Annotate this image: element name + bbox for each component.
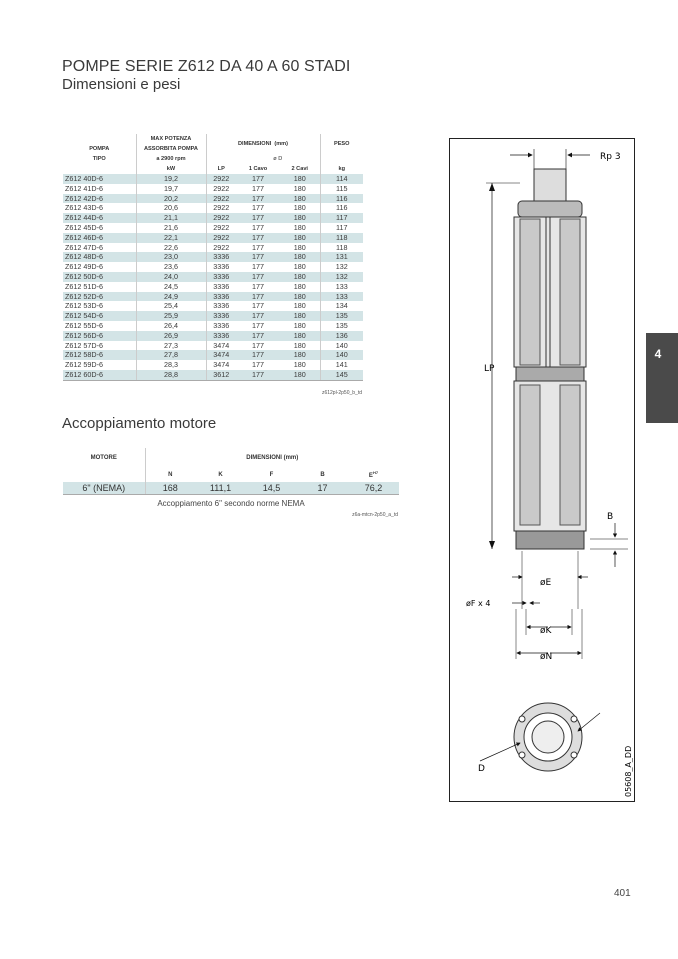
pump-drawing-frame	[449, 138, 635, 802]
table-row	[63, 370, 363, 380]
header-dim-unit: (mm)	[274, 141, 289, 147]
table-cell: 22,6	[136, 243, 206, 253]
cell-f: 14,5	[246, 482, 297, 495]
table-cell: 21,6	[136, 223, 206, 233]
cell-pompa: Z612 45D-6	[65, 222, 103, 232]
table-cell: 117	[320, 223, 363, 233]
table-cell: 180	[280, 311, 320, 321]
table-cell: 19,7	[136, 184, 206, 194]
cell-n: 168	[145, 482, 195, 495]
cell-pompa: Z612 60D-6	[63, 370, 136, 380]
table-cell: 28,8	[136, 370, 206, 380]
table-cell: 20,2	[136, 194, 206, 204]
table-row	[63, 482, 399, 495]
table-cell: 20,6	[136, 203, 206, 213]
header-lp: LP	[206, 164, 236, 174]
cell-pompa: Z612 41D-6	[65, 183, 103, 193]
table-cell: 2922	[206, 184, 236, 194]
table-cell: 116	[320, 203, 363, 213]
table-cell: 24,5	[136, 282, 206, 292]
table-cell: 177	[252, 262, 264, 272]
header-n: N	[145, 467, 195, 482]
table-cell: 2922	[206, 194, 236, 204]
table-cell: 23,6	[136, 262, 206, 272]
table-cell: 27,8	[136, 350, 206, 360]
table-cell: 177	[236, 213, 280, 223]
table-row	[63, 243, 363, 253]
table-cell: 177	[236, 174, 280, 184]
table-row	[63, 282, 363, 292]
header-e-label: E	[368, 473, 373, 479]
table-cell: 180	[280, 272, 320, 282]
cell-pompa: Z612 49D-6	[65, 262, 103, 272]
e-label: øE	[540, 578, 552, 588]
table-row	[63, 311, 363, 321]
table-cell: 3612	[206, 370, 236, 380]
table-cell: 180	[280, 194, 320, 204]
table-cell: 3474	[206, 350, 236, 360]
table-cell: 21,1	[136, 213, 206, 223]
table-cell: 177	[236, 194, 280, 204]
table-cell: 3474	[206, 341, 236, 351]
header-k: K	[218, 471, 223, 478]
cell-pompa: Z612 58D-6	[63, 350, 136, 360]
coupling-code: z6a-mtcn-2p50_a_td	[352, 512, 398, 518]
table-cell: 177	[252, 183, 264, 193]
table-row	[63, 321, 363, 331]
table-cell: 180	[280, 370, 320, 380]
table-cell: 177	[252, 203, 264, 213]
table-cell: 177	[252, 360, 264, 370]
table-cell: 2922	[206, 233, 236, 243]
pump-technical-drawing	[450, 139, 633, 800]
cell-pompa: Z612 53D-6	[65, 301, 103, 311]
header-kg: kg	[320, 164, 363, 174]
dimensions-table	[63, 134, 363, 381]
table-cell: 177	[252, 301, 264, 311]
table-row	[63, 301, 363, 311]
table-cell: 180	[293, 262, 306, 272]
table-cell: 135	[320, 311, 363, 321]
table-cell: 26,9	[136, 331, 206, 341]
table-row	[63, 252, 363, 262]
header-tipo: TIPO	[92, 156, 106, 162]
table-cell: 27,3	[136, 341, 206, 351]
dimensions-table-body	[63, 174, 363, 380]
table-row	[63, 174, 363, 184]
cell-pompa: Z612 43D-6	[65, 203, 103, 213]
table-cell: 2922	[206, 174, 236, 184]
table-cell: 3336	[206, 301, 236, 311]
table-cell: 180	[293, 340, 306, 350]
table-cell: 118	[320, 233, 363, 243]
table-cell: 19,2	[136, 174, 206, 184]
table-cell: 177	[236, 292, 280, 302]
page-number: 401	[614, 888, 631, 899]
table-cell: 177	[252, 242, 264, 252]
cell-b: 17	[297, 482, 348, 495]
table-cell: 2922	[206, 213, 236, 223]
table-cell: 118	[320, 243, 363, 253]
table-row	[63, 272, 363, 282]
table-cell: 133	[320, 282, 363, 292]
table-cell: 3336	[206, 331, 236, 341]
table-cell: 132	[320, 272, 363, 282]
table-cell: 117	[320, 213, 363, 223]
table-cell: 115	[320, 184, 363, 194]
header-dimensioni	[206, 134, 320, 154]
table-cell: 28,3	[136, 360, 206, 370]
cell-pompa: Z612 52D-6	[63, 292, 136, 302]
cell-pompa: Z612 54D-6	[63, 311, 136, 321]
rp-label: Rp 3	[600, 152, 621, 162]
table-cell: 140	[320, 341, 363, 351]
header-peso: PESO	[320, 134, 363, 154]
table-cell: 24,0	[136, 272, 206, 282]
table-cell: 177	[236, 350, 280, 360]
header-pompa: POMPA	[89, 146, 110, 152]
table-cell: 25,9	[136, 311, 206, 321]
table-cell: 145	[320, 370, 363, 380]
table-cell: 23,0	[136, 252, 206, 262]
table-cell: 136	[320, 331, 363, 341]
cell-pompa: Z612 51D-6	[65, 281, 103, 291]
table-cell: 2922	[206, 203, 236, 213]
coupling-table	[63, 448, 399, 495]
table-cell: 3336	[206, 282, 236, 292]
table-cell: 3336	[206, 311, 236, 321]
table-cell: 177	[252, 281, 264, 291]
header-f: F	[269, 471, 274, 478]
table-cell: 3336	[206, 262, 236, 272]
table-row	[63, 331, 363, 341]
table-row	[63, 184, 363, 194]
table-cell: 140	[320, 350, 363, 360]
header-cavo1: 1 Cavo	[248, 166, 268, 172]
table-cell: 180	[280, 213, 320, 223]
table-cell: 177	[236, 272, 280, 282]
chapter-tab	[646, 333, 678, 423]
cell-pompa: Z612 48D-6	[63, 252, 136, 262]
table-cell: 180	[293, 281, 306, 291]
header-dim-label: DIMENSIONI	[237, 141, 272, 147]
table-cell: 25,4	[136, 301, 206, 311]
cell-motore: 6" (NEMA)	[63, 482, 145, 495]
chapter-number: 4	[654, 347, 662, 361]
d-label: D	[478, 764, 485, 774]
table-cell: 24,9	[136, 292, 206, 302]
header-motore: MOTORE	[90, 454, 117, 461]
table-cell: 114	[320, 174, 363, 184]
table-row	[63, 341, 363, 351]
table-cell: 3336	[206, 272, 236, 282]
drawing-code: 05608_A_DD	[624, 745, 633, 797]
table-cell: 2922	[206, 243, 236, 253]
header-kw: kW	[136, 164, 206, 174]
table-cell: 180	[280, 174, 320, 184]
table-cell: 3336	[206, 292, 236, 302]
table-cell: 131	[320, 252, 363, 262]
table-cell: 177	[236, 370, 280, 380]
table-cell: 180	[280, 233, 320, 243]
table-row	[63, 350, 363, 360]
page-title: POMPE SERIE Z612 DA 40 A 60 STADI	[62, 58, 351, 75]
table-cell: 22,1	[136, 233, 206, 243]
cell-pompa: Z612 40D-6	[63, 174, 136, 184]
table-cell: 180	[293, 320, 306, 330]
table-cell: 180	[293, 301, 306, 311]
cell-pompa: Z612 56D-6	[63, 331, 136, 341]
cell-pompa: Z612 50D-6	[63, 272, 136, 282]
table-cell: 2922	[206, 223, 236, 233]
table-cell: 180	[293, 203, 306, 213]
table-cell: 177	[252, 320, 264, 330]
cell-pompa: Z612 46D-6	[63, 233, 136, 243]
f-label: øF x 4	[466, 599, 491, 608]
header-e-sup: H7	[372, 470, 379, 475]
table-row	[63, 292, 363, 302]
table-cell: 141	[320, 360, 363, 370]
table-row	[63, 213, 363, 223]
page-subtitle: Dimensioni e pesi	[62, 76, 181, 93]
table-cell: 116	[320, 194, 363, 204]
cell-pompa: Z612 42D-6	[63, 194, 136, 204]
header-dimensioni-mm: DIMENSIONI (mm)	[145, 448, 399, 467]
table-cell: 177	[236, 311, 280, 321]
lp-label: LP	[484, 364, 495, 374]
table-cell: 135	[320, 321, 363, 331]
table-row	[63, 203, 363, 213]
k-label: øK	[540, 626, 552, 636]
table-cell: 177	[236, 252, 280, 262]
header-maxpot-1: MAX POTENZA	[136, 134, 206, 144]
section-title-accoppiamento: Accoppiamento motore	[62, 415, 217, 432]
cell-pompa: Z612 44D-6	[63, 213, 136, 223]
table-cell: 177	[236, 233, 280, 243]
header-b: B	[320, 471, 325, 478]
table-row	[63, 262, 363, 272]
coupling-note: Accoppiamento 6" secondo norme NEMA	[157, 499, 305, 508]
table-cell: 177	[236, 331, 280, 341]
table-row	[63, 194, 363, 204]
cell-pompa: Z612 57D-6	[65, 340, 103, 350]
cell-pompa: Z612 47D-6	[65, 242, 103, 252]
table-row	[63, 223, 363, 233]
header-cavi2: 2 Cavi	[291, 166, 308, 172]
table-cell: 180	[280, 292, 320, 302]
table-cell: 180	[280, 252, 320, 262]
table-row	[63, 233, 363, 243]
table-cell: 180	[280, 331, 320, 341]
header-e	[348, 467, 399, 482]
cell-e: 76,2	[348, 482, 399, 495]
cell-pompa: Z612 59D-6	[65, 360, 103, 370]
table-cell: 180	[280, 350, 320, 360]
table-row	[63, 360, 363, 370]
table-cell: 180	[293, 183, 306, 193]
table-cell: 180	[293, 242, 306, 252]
header-phi-d: ø D	[273, 156, 283, 162]
table-cell: 132	[320, 262, 363, 272]
table-cell: 134	[320, 301, 363, 311]
table-cell: 3474	[206, 360, 236, 370]
table-cell: 177	[252, 222, 264, 232]
table-cell: 177	[252, 340, 264, 350]
cell-k: 111,1	[195, 482, 246, 495]
table-cell: 3336	[206, 321, 236, 331]
table-code-note: z612pl-2p50_b_td	[321, 390, 362, 396]
cell-pompa: Z612 55D-6	[65, 320, 103, 330]
b-label: B	[607, 512, 614, 522]
table-cell: 133	[320, 292, 363, 302]
table-cell: 180	[293, 360, 306, 370]
n-label: øN	[540, 652, 553, 662]
table-cell: 3336	[206, 252, 236, 262]
header-rpm: a 2900 rpm	[136, 154, 206, 164]
table-cell: 26,4	[136, 321, 206, 331]
header-maxpot-2: ASSORBITA POMPA	[136, 144, 206, 154]
table-cell: 180	[293, 222, 306, 232]
